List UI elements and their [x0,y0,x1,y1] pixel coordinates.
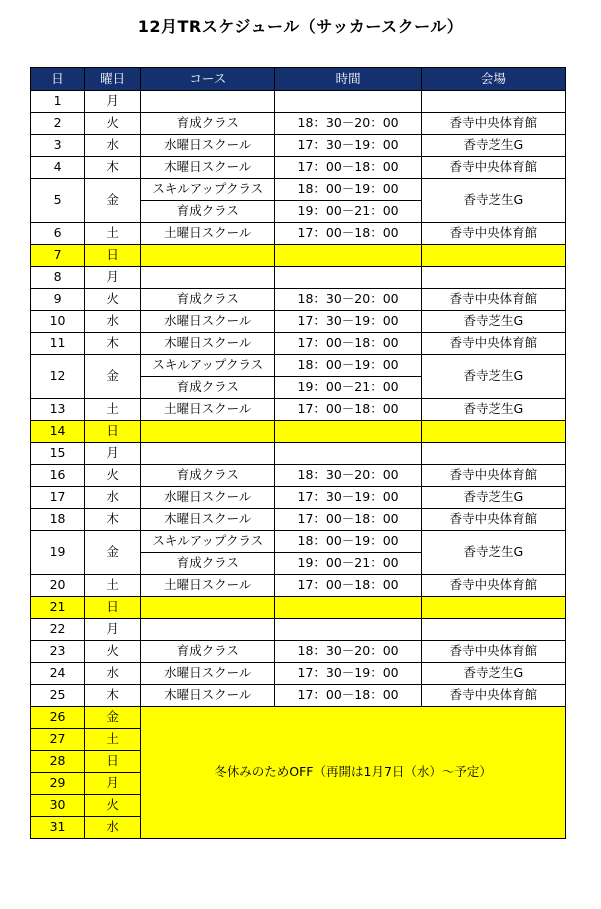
day-cell: 8 [31,267,85,289]
time-cell [275,619,421,641]
table-row [31,707,566,729]
weekday-cell: 水 [85,663,141,685]
venue-cell: 香寺芝生G [421,179,565,223]
weekday-cell: 土 [85,399,141,421]
weekday-cell: 土 [85,223,141,245]
course-cell: 水曜日スクール [141,663,275,685]
day-cell: 21 [31,597,85,619]
table-row [31,531,566,553]
day-cell: 10 [31,311,85,333]
day-cell: 26 [31,707,85,729]
time-cell [275,597,421,619]
venue-cell [421,597,565,619]
day-cell: 20 [31,575,85,597]
table-row [31,685,566,707]
day-cell: 11 [31,333,85,355]
course-cell [141,443,275,465]
course-cell: 育成クラス [141,289,275,311]
day-cell: 29 [31,773,85,795]
table-row [31,443,566,465]
weekday-cell: 日 [85,245,141,267]
schedule-table [30,67,566,839]
day-cell: 4 [31,157,85,179]
time-cell: 19：00－21：00 [275,201,421,223]
weekday-cell: 水 [85,311,141,333]
time-cell: 17：30－19：00 [275,311,421,333]
day-cell: 27 [31,729,85,751]
day-cell: 1 [31,91,85,113]
venue-cell: 香寺芝生G [421,487,565,509]
venue-cell [421,619,565,641]
venue-cell: 香寺中央体育館 [421,223,565,245]
venue-cell: 香寺中央体育館 [421,685,565,707]
day-cell: 9 [31,289,85,311]
table-row [31,465,566,487]
header-venue: 会場 [421,68,565,91]
course-cell: 木曜日スクール [141,509,275,531]
time-cell: 19：00－21：00 [275,377,421,399]
time-cell [275,91,421,113]
venue-cell [421,267,565,289]
course-cell: 育成クラス [141,553,275,575]
weekday-cell: 火 [85,289,141,311]
table-header-row [31,68,566,91]
day-cell: 28 [31,751,85,773]
time-cell: 17：00－18：00 [275,333,421,355]
day-cell: 25 [31,685,85,707]
table-row [31,311,566,333]
time-cell [275,245,421,267]
weekday-cell: 水 [85,135,141,157]
header-course: コース [141,68,275,91]
weekday-cell: 火 [85,795,141,817]
table-row [31,223,566,245]
weekday-cell: 月 [85,443,141,465]
time-cell: 17：30－19：00 [275,663,421,685]
venue-cell [421,245,565,267]
venue-cell: 香寺芝生G [421,355,565,399]
time-cell [275,443,421,465]
day-cell: 3 [31,135,85,157]
weekday-cell: 木 [85,685,141,707]
day-cell: 24 [31,663,85,685]
time-cell: 18：00－19：00 [275,179,421,201]
weekday-cell: 土 [85,729,141,751]
course-cell: スキルアップクラス [141,355,275,377]
time-cell: 18：30－20：00 [275,289,421,311]
venue-cell: 香寺芝生G [421,311,565,333]
course-cell: スキルアップクラス [141,179,275,201]
table-row [31,179,566,201]
table-row [31,641,566,663]
weekday-cell: 金 [85,707,141,729]
day-cell: 17 [31,487,85,509]
day-cell: 30 [31,795,85,817]
weekday-cell: 火 [85,641,141,663]
day-cell: 18 [31,509,85,531]
course-cell [141,245,275,267]
table-row [31,267,566,289]
day-cell: 12 [31,355,85,399]
weekday-cell: 火 [85,465,141,487]
header-day: 日 [31,68,85,91]
course-cell [141,267,275,289]
schedule-body [31,91,566,839]
time-cell: 18：00－19：00 [275,531,421,553]
header-weekday: 曜日 [85,68,141,91]
table-row [31,157,566,179]
time-cell: 18：00－19：00 [275,355,421,377]
time-cell: 17：30－19：00 [275,487,421,509]
course-cell: 土曜日スクール [141,575,275,597]
page-title: 12月TRスケジュール（サッカースクール） [137,17,464,36]
course-cell [141,597,275,619]
venue-cell: 香寺芝生G [421,399,565,421]
time-cell [275,421,421,443]
off-note: 冬休みのためOFF（再開は1月7日（水）～予定） [141,707,566,839]
venue-cell: 香寺中央体育館 [421,509,565,531]
venue-cell: 香寺中央体育館 [421,289,565,311]
time-cell: 18：30－20：00 [275,465,421,487]
venue-cell: 香寺芝生G [421,663,565,685]
day-cell: 2 [31,113,85,135]
time-cell: 17：30－19：00 [275,135,421,157]
day-cell: 13 [31,399,85,421]
weekday-cell: 月 [85,91,141,113]
course-cell: 土曜日スクール [141,399,275,421]
weekday-cell: 月 [85,267,141,289]
venue-cell: 香寺中央体育館 [421,641,565,663]
table-row [31,487,566,509]
table-row [31,619,566,641]
venue-cell: 香寺芝生G [421,531,565,575]
day-cell: 16 [31,465,85,487]
table-row [31,333,566,355]
day-cell: 31 [31,817,85,839]
table-row [31,245,566,267]
course-cell: 土曜日スクール [141,223,275,245]
day-cell: 7 [31,245,85,267]
weekday-cell: 金 [85,355,141,399]
weekday-cell: 日 [85,421,141,443]
venue-cell: 香寺中央体育館 [421,157,565,179]
day-cell: 6 [31,223,85,245]
time-cell: 18：30－20：00 [275,113,421,135]
course-cell: 育成クラス [141,113,275,135]
course-cell: 育成クラス [141,201,275,223]
venue-cell [421,421,565,443]
table-row [31,509,566,531]
course-cell: 育成クラス [141,465,275,487]
venue-cell: 香寺中央体育館 [421,113,565,135]
venue-cell: 香寺中央体育館 [421,575,565,597]
course-cell: 木曜日スクール [141,333,275,355]
table-row [31,421,566,443]
venue-cell [421,91,565,113]
weekday-cell: 木 [85,333,141,355]
weekday-cell: 金 [85,179,141,223]
course-cell [141,421,275,443]
time-cell: 17：00－18：00 [275,399,421,421]
table-row [31,135,566,157]
table-row [31,355,566,377]
weekday-cell: 木 [85,157,141,179]
weekday-cell: 火 [85,113,141,135]
table-row [31,663,566,685]
day-cell: 19 [31,531,85,575]
time-cell: 19：00－21：00 [275,553,421,575]
course-cell [141,91,275,113]
course-cell: スキルアップクラス [141,531,275,553]
course-cell: 水曜日スクール [141,311,275,333]
time-cell: 18：30－20：00 [275,641,421,663]
course-cell: 水曜日スクール [141,487,275,509]
header-time: 時間 [275,68,421,91]
weekday-cell: 日 [85,597,141,619]
weekday-cell: 月 [85,619,141,641]
table-row [31,289,566,311]
weekday-cell: 水 [85,487,141,509]
day-cell: 15 [31,443,85,465]
venue-cell: 香寺中央体育館 [421,333,565,355]
time-cell: 17：00－18：00 [275,509,421,531]
course-cell [141,619,275,641]
table-row [31,113,566,135]
venue-cell: 香寺中央体育館 [421,465,565,487]
day-cell: 22 [31,619,85,641]
time-cell: 17：00－18：00 [275,685,421,707]
weekday-cell: 木 [85,509,141,531]
table-row [31,597,566,619]
course-cell: 水曜日スクール [141,135,275,157]
venue-cell [421,443,565,465]
weekday-cell: 金 [85,531,141,575]
time-cell: 17：00－18：00 [275,157,421,179]
course-cell: 育成クラス [141,641,275,663]
course-cell: 育成クラス [141,377,275,399]
weekday-cell: 月 [85,773,141,795]
day-cell: 14 [31,421,85,443]
weekday-cell: 水 [85,817,141,839]
weekday-cell: 日 [85,751,141,773]
day-cell: 5 [31,179,85,223]
time-cell: 17：00－18：00 [275,223,421,245]
table-row [31,575,566,597]
weekday-cell: 土 [85,575,141,597]
venue-cell: 香寺芝生G [421,135,565,157]
table-row [31,91,566,113]
table-row [31,399,566,421]
time-cell: 17：00－18：00 [275,575,421,597]
day-cell: 23 [31,641,85,663]
time-cell [275,267,421,289]
course-cell: 木曜日スクール [141,685,275,707]
course-cell: 木曜日スクール [141,157,275,179]
